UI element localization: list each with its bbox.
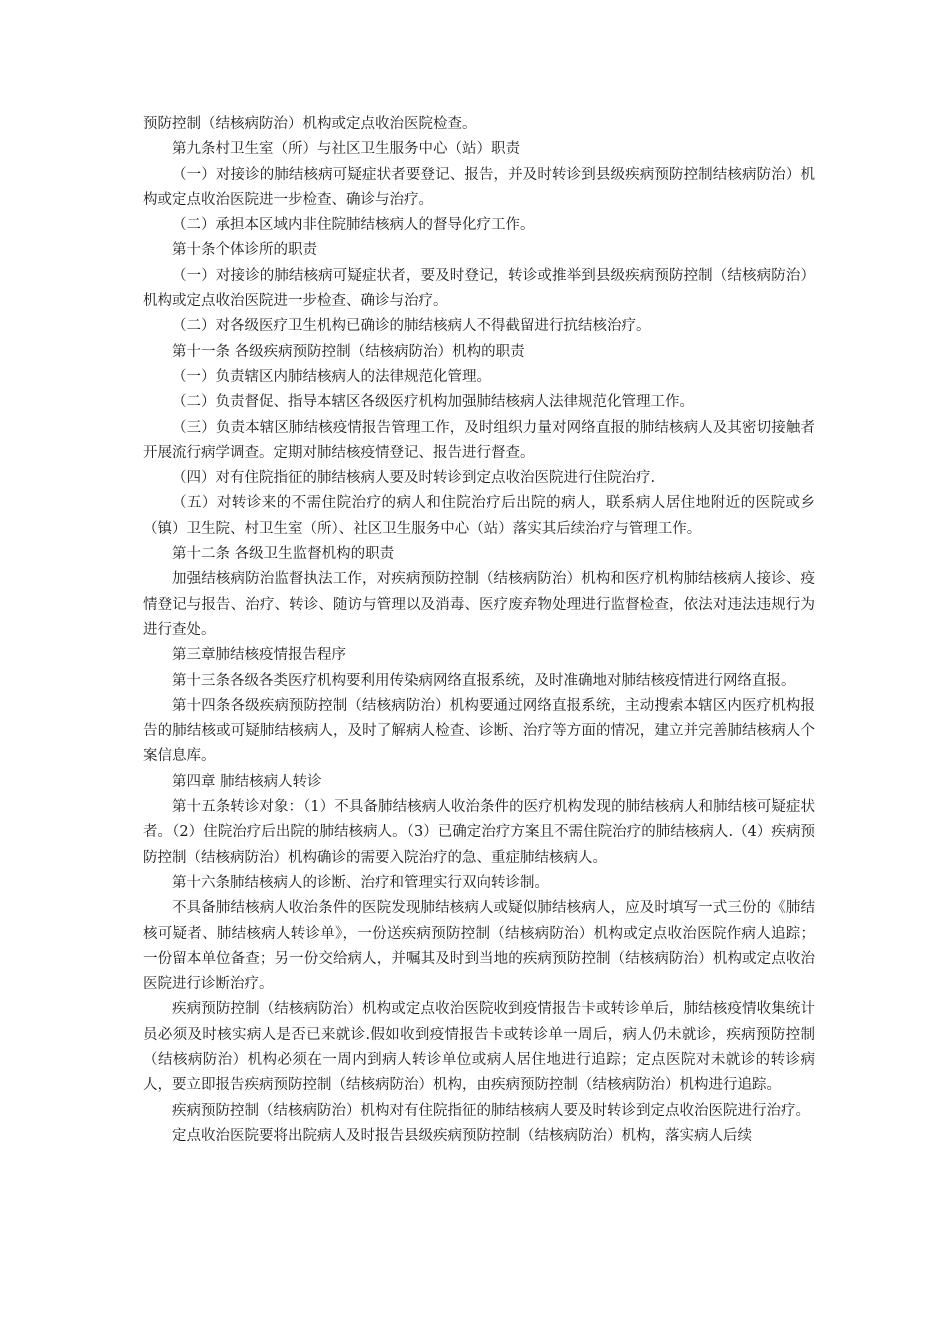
paragraph-6: （一）对接诊的肺结核病可疑症状者，要及时登记，转诊或推举到县级疾病预防控制（结核病防治）机构或定点收治医院进一步检查、确诊与治疗。	[143, 267, 815, 310]
document-page	[143, 112, 815, 1149]
paragraph-25: 定点收治医院要将出院病人及时报告县级疾病预防控制（结核病防治）机构，落实病人后续	[172, 1127, 752, 1144]
paragraph-23: 疾病预防控制（结核病防治）机构或定点收治医院收到疫情报告卡或转诊单后，肺结核疫情收集统计员必须及时核实病人是否已来就诊.假如收到疫情报告卡或转诊单一周后，病人仍未就诊，疾病预防控制（结核病防治）机构必须在一周内到病人转诊单位或病人居住地进行追踪；定点医院对未就诊的转诊病人，要立即报告疾病预防控制（结核病防治）机构，由疾病预防控制（结核病防治）机构进行追踪。	[143, 1001, 815, 1094]
paragraph-12: （四）对有住院指征的肺结核病人要及时转诊到定点收治医院进行住院治疗.	[172, 470, 656, 487]
paragraph-13: （五）对转诊来的不需住院治疗的病人和住院治疗后出院的病人，联系病人居住地附近的医院或乡（镇）卫生院、村卫生室（所）、社区卫生服务中心（站）落实其后续治疗与管理工作。	[143, 495, 815, 537]
paragraph-4: （二）承担本区域内非住院肺结核病人的督导化疗工作。	[172, 217, 535, 234]
article-9-heading: 第九条村卫生室（所）与社区卫生服务中心（站）职责	[172, 141, 520, 158]
paragraph-11: （三）负责本辖区肺结核疫情报告管理工作，及时组织力量对网络直报的肺结核病人及其密切接触者开展流行病学调查。定期对肺结核疫情登记、报告进行督查。	[143, 419, 815, 461]
paragraph-17: 第十三条各级各类医疗机构要利用传染病网络直报系统，及时准确地对肺结核疫情进行网络直报。	[172, 672, 796, 689]
paragraph-22: 不具备肺结核病人收治条件的医院发现肺结核病人或疑似肺结核病人，应及时填写一式三份的《肺结核可疑者、肺结核病人转诊单》，一份送疾病预防控制（结核病防治）机构或定点收治医院作病人追踪；一份留本单位备查；另一份交给病人，并嘱其及时到当地的疾病预防控制（结核病防治）机构或定点收治医院进行诊断治疗。	[143, 900, 815, 993]
paragraph-7: （二）对各级医疗卫生机构已确诊的肺结核病人不得截留进行抗结核治疗。	[172, 318, 651, 335]
paragraph-15: 加强结核病防治监督执法工作，对疾病预防控制（结核病防治）机构和医疗机构肺结核病人接诊、疫情登记与报告、治疗、转诊、随访与管理以及消毒、医疗废弃物处理进行监督检查，依法对违法违规行为进行查处。	[143, 571, 815, 638]
paragraph-24: 疾病预防控制（结核病防治）机构对有住院指征的肺结核病人要及时转诊到定点收治医院进行治疗。	[172, 1102, 810, 1119]
paragraph-9: （一）负责辖区内肺结核病人的法律规范化管理。	[172, 368, 491, 385]
article-11-heading: 第十一条 各级疾病预防控制（结核病防治）机构的职责	[172, 343, 525, 360]
paragraph-1: 预防控制（结核病防治）机构或定点收治医院检查。	[143, 116, 477, 132]
chapter-3-heading: 第三章肺结核疫情报告程序	[172, 647, 346, 664]
paragraph-21: 第十六条肺结核病人的诊断、治疗和管理实行双向转诊制。	[172, 874, 549, 891]
paragraph-3: （一）对接诊的肺结核病可疑症状者要登记、报告，并及时转诊到县级疾病预防控制结核病防治）机构或定点收治医院进一步检查、确诊与治疗。	[143, 166, 815, 208]
article-10-heading: 第十条个体诊所的职责	[172, 242, 317, 259]
paragraph-20: 第十五条转诊对象：（1）不具备肺结核病人收治条件的医疗机构发现的肺结核病人和肺结核可疑症状者。（2）住院治疗后出院的肺结核病人。（3）已确定治疗方案且不需住院治疗的肺结核病人.（4）疾病预防控制（结核病防治）机构确诊的需要入院治疗的急、重症肺结核病人。	[143, 799, 815, 866]
paragraph-18: 第十四条各级疾病预防控制（结核病防治）机构要通过网络直报系统，主动搜索本辖区内医疗机构报告的肺结核或可疑肺结核病人，及时了解病人检查、诊断、治疗等方面的情况，建立并完善肺结核病人个案信息库。	[143, 697, 815, 765]
paragraph-10: （二）负责督促、指导本辖区各级医疗机构加强肺结核病人法律规范化管理工作。	[172, 394, 694, 411]
article-12-heading: 第十二条 各级卫生监督机构的职责	[172, 546, 395, 563]
chapter-4-heading: 第四章 肺结核病人转诊	[172, 773, 322, 790]
